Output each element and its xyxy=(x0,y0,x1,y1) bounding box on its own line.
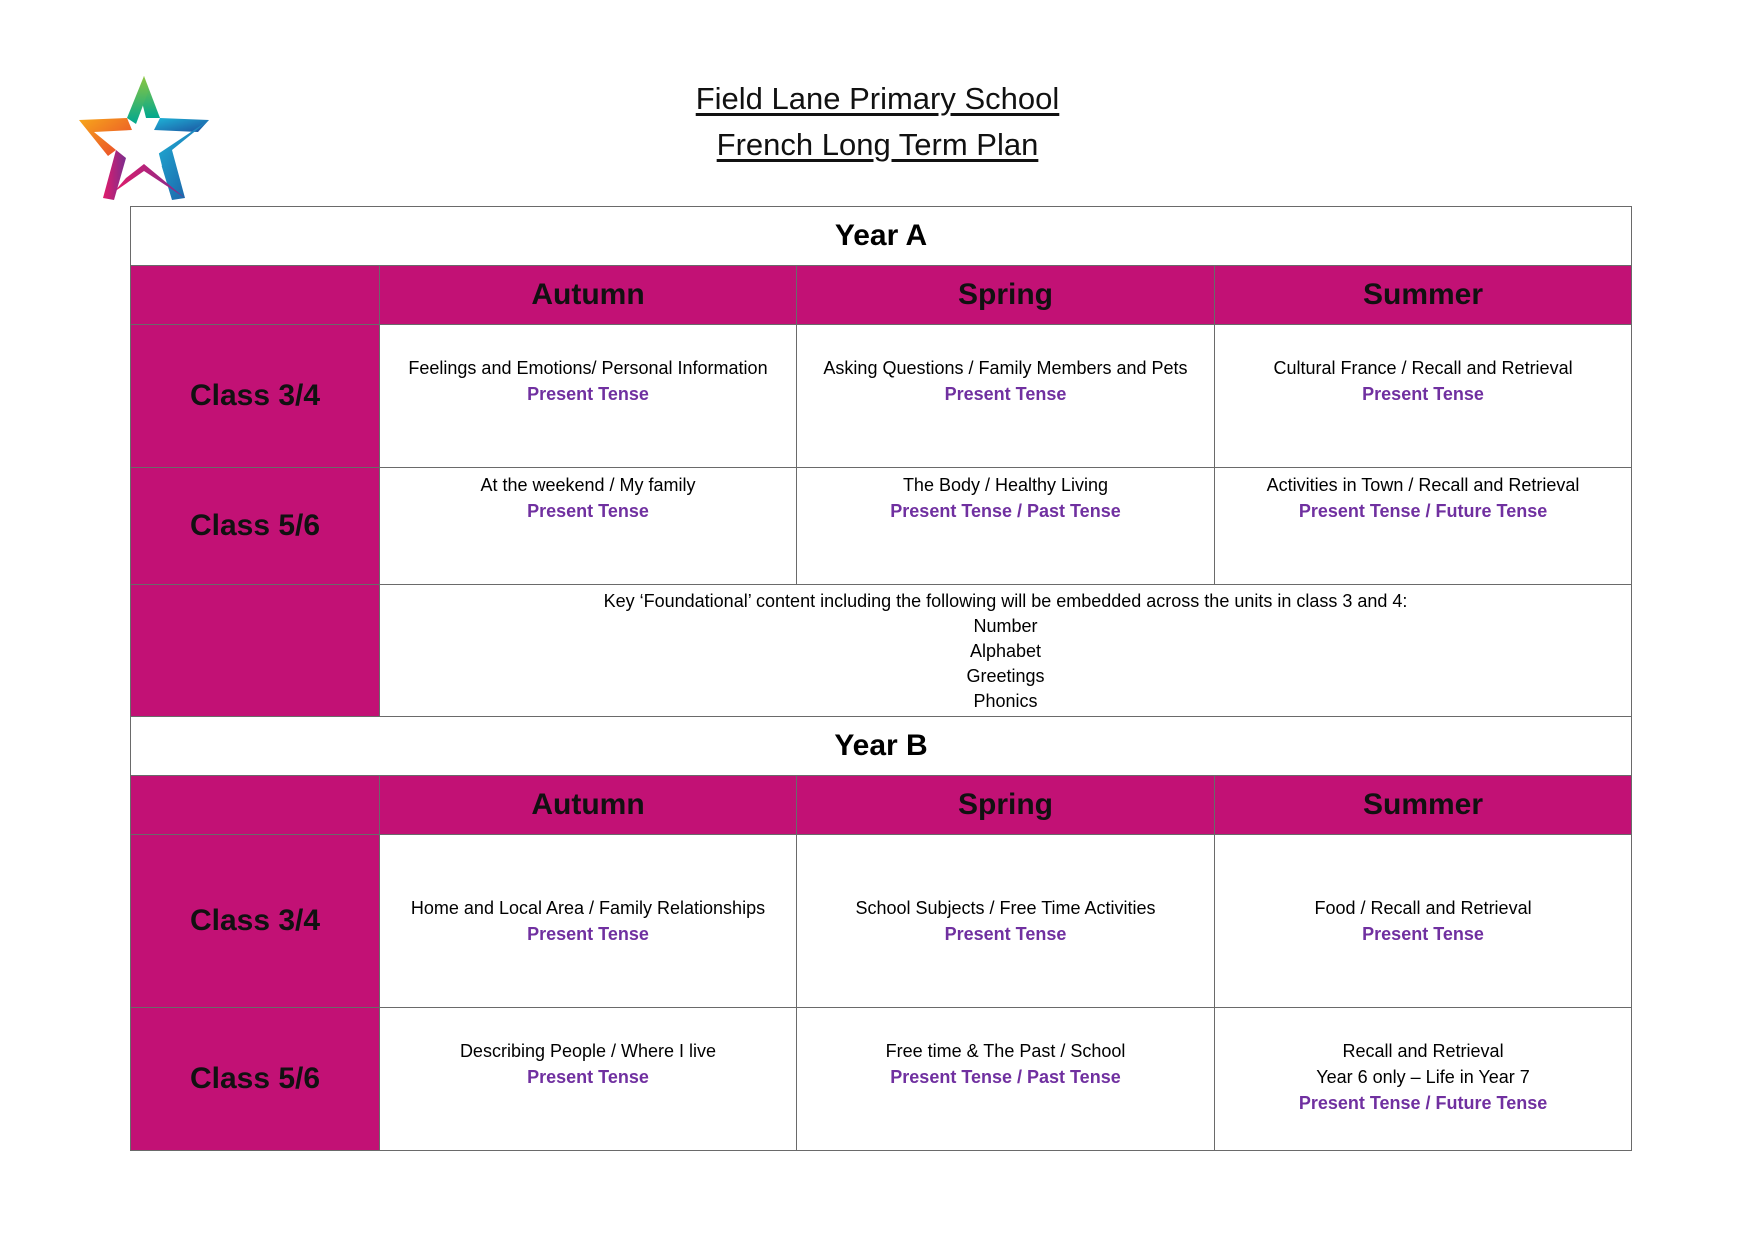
unit-cell xyxy=(380,468,797,585)
year-a-foundational-row xyxy=(131,585,1632,717)
unit-tense: Present Tense / Past Tense xyxy=(890,1067,1121,1087)
unit-tense: Present Tense / Past Tense xyxy=(890,501,1121,521)
unit-tense: Present Tense xyxy=(527,384,649,404)
season-autumn: Autumn xyxy=(380,266,797,325)
unit-tense: Present Tense xyxy=(1362,384,1484,404)
unit-topic: Cultural France / Recall and Retrieval xyxy=(1273,358,1573,378)
year-a-season-row xyxy=(131,266,1632,325)
unit-topic: Activities in Town / Recall and Retrieval xyxy=(1266,475,1580,495)
unit-cell xyxy=(1215,468,1632,585)
foundational-item: Alphabet xyxy=(969,641,1042,661)
year-a-class56-row xyxy=(131,468,1632,585)
season-summer: Summer xyxy=(1215,776,1632,835)
foundational-label-cell xyxy=(131,585,380,717)
unit-tense: Present Tense xyxy=(944,384,1067,404)
long-term-plan-table xyxy=(130,206,1632,1151)
unit-tense: Present Tense xyxy=(1362,924,1484,944)
unit-tense: Present Tense xyxy=(527,924,649,944)
unit-topic: Asking Questions / Family Members and Pets xyxy=(823,358,1188,378)
corner-cell xyxy=(131,776,380,835)
unit-cell xyxy=(797,468,1215,585)
unit-topic: At the weekend / My family xyxy=(480,475,696,495)
foundational-content xyxy=(380,585,1632,717)
unit-topic: Feelings and Emotions/ Personal Information xyxy=(408,358,768,378)
foundational-intro: Key ‘Foundational’ content including the following will be embedded across the units in class 3 and 4: xyxy=(603,591,1408,611)
class-label: Class 3/4 xyxy=(131,325,380,468)
corner-cell xyxy=(131,266,380,325)
foundational-item: Phonics xyxy=(973,691,1038,711)
unit-topic: School Subjects / Free Time Activities xyxy=(855,898,1156,918)
year-b-class34-row xyxy=(131,835,1632,1008)
year-b-class56-row xyxy=(131,1008,1632,1151)
year-b-title: Year B xyxy=(131,717,1632,776)
plan-title: French Long Term Plan xyxy=(716,127,1039,162)
unit-cell xyxy=(797,325,1215,468)
school-name: Field Lane Primary School xyxy=(695,81,1060,116)
unit-topic: The Body / Healthy Living xyxy=(902,475,1109,495)
season-autumn: Autumn xyxy=(380,776,797,835)
year-b-header-row xyxy=(131,717,1632,776)
unit-cell xyxy=(797,835,1215,1008)
foundational-item: Number xyxy=(973,616,1038,636)
year-b-season-row xyxy=(131,776,1632,835)
unit-cell xyxy=(380,1008,797,1151)
year-a-class34-row xyxy=(131,325,1632,468)
foundational-item: Greetings xyxy=(966,666,1045,686)
title-block xyxy=(0,76,1755,168)
unit-topic: Describing People / Where I live xyxy=(459,1041,717,1061)
unit-topic: Recall and Retrieval xyxy=(1342,1041,1504,1061)
class-label: Class 5/6 xyxy=(131,1008,380,1151)
season-summer: Summer xyxy=(1215,266,1632,325)
unit-note: Year 6 only – Life in Year 7 xyxy=(1316,1067,1530,1087)
unit-tense: Present Tense / Future Tense xyxy=(1298,501,1548,521)
unit-topic: Free time & The Past / School xyxy=(885,1041,1126,1061)
unit-cell xyxy=(380,325,797,468)
class-label: Class 3/4 xyxy=(131,835,380,1008)
unit-tense: Present Tense xyxy=(944,924,1067,944)
year-a-header-row xyxy=(131,207,1632,266)
class-label: Class 5/6 xyxy=(131,468,380,585)
unit-topic: Home and Local Area / Family Relationships xyxy=(410,898,766,918)
unit-cell xyxy=(1215,1008,1632,1151)
unit-tense: Present Tense xyxy=(527,1067,649,1087)
unit-tense: Present Tense / Future Tense xyxy=(1298,1093,1548,1113)
unit-cell xyxy=(1215,325,1632,468)
unit-cell xyxy=(1215,835,1632,1008)
unit-tense: Present Tense xyxy=(527,501,649,521)
year-a-title: Year A xyxy=(131,207,1632,266)
season-spring: Spring xyxy=(797,776,1215,835)
season-spring: Spring xyxy=(797,266,1215,325)
unit-topic: Food / Recall and Retrieval xyxy=(1314,898,1532,918)
unit-cell xyxy=(797,1008,1215,1151)
unit-cell xyxy=(380,835,797,1008)
